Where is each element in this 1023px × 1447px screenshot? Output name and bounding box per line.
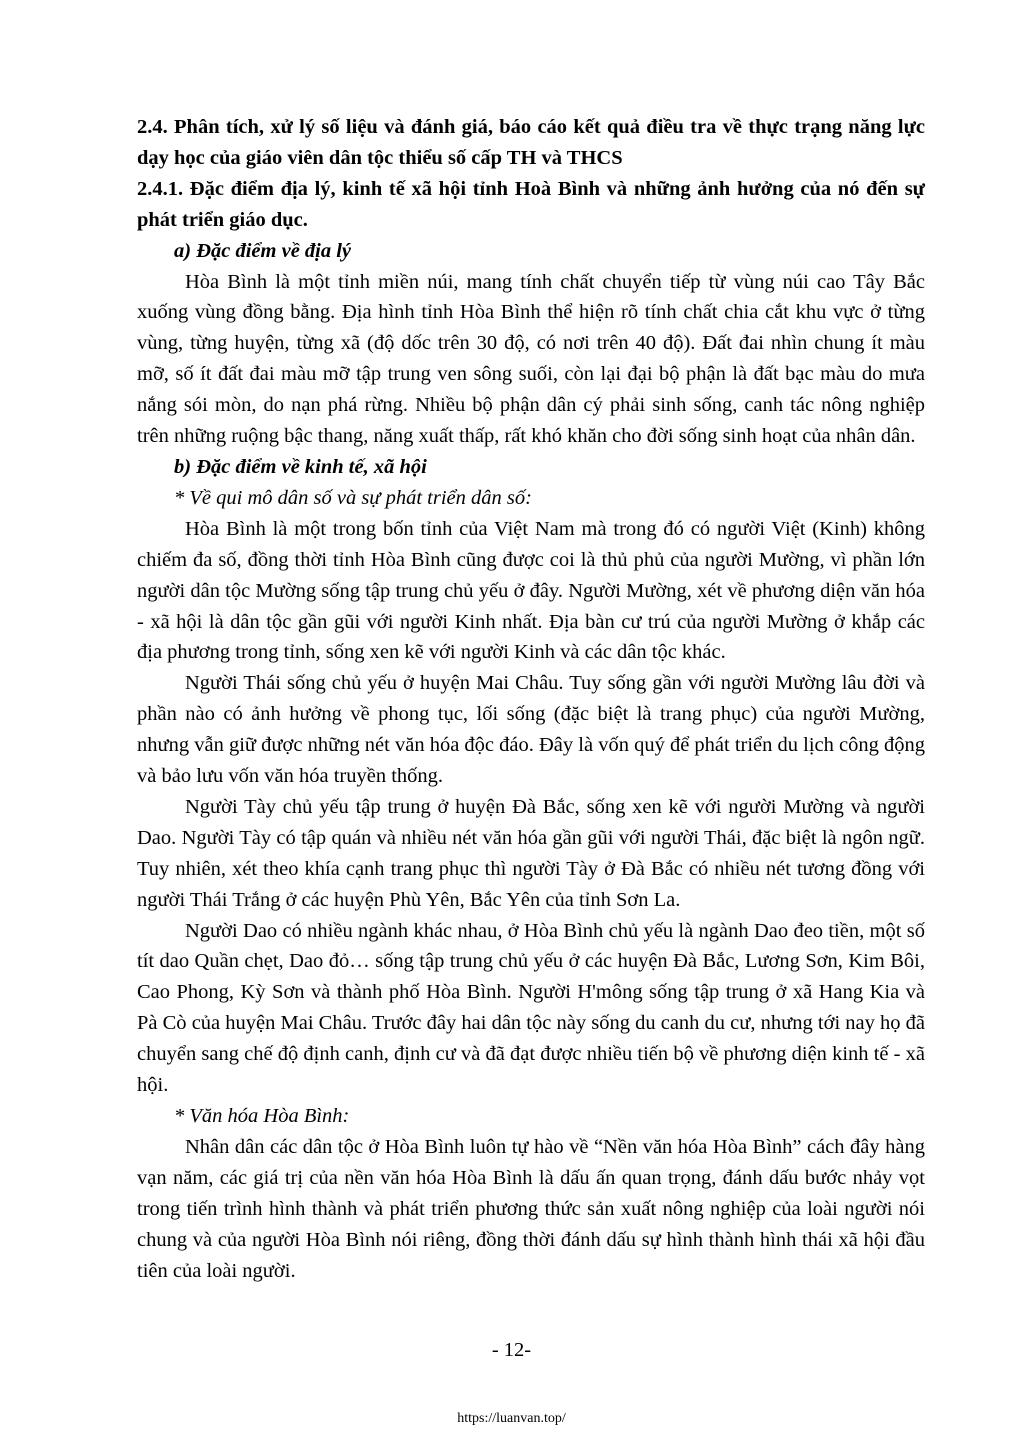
footer-url[interactable]: https://luanvan.top/ xyxy=(457,1411,566,1426)
italic-population-heading: * Về qui mô dân số và sự phát triển dân số: xyxy=(174,486,532,509)
paragraph-thai: Người Thái sống chủ yếu ở huyện Mai Châu. Tuy sống gần với người Mường lâu đời và phần nào có ảnh hưởng về phong tục, lối sống (đặc biệt là trang phục) của người Mường, nhưng vẫn giữ được những nét văn hóa độc đáo. Đây là vốn quý để phát triển du lịch công động và bảo lưu vốn văn hóa truyền thống. xyxy=(137,672,925,788)
paragraph-culture: Nhân dân các dân tộc ở Hòa Bình luôn tự hào về “Nền văn hóa Hòa Bình” cách đây hàng vạn năm, các giá trị của nền văn hóa Hòa Bình là dấu ấn quan trọng, đánh dấu bước nhảy vọt trong tiến trình hình thành và phát triển phương thức sản xuất nông nghiệp của loài người nói chung và của người Hòa Bình nói riêng, đồng thời đánh dấu sự hình thành hình thái xã hội đầu tiên của loài người. xyxy=(137,1135,925,1282)
section-heading: 2.4. Phân tích, xử lý số liệu và đánh giá, báo cáo kết quả điều tra về thực trạng năng lực dạy học của giáo viên dân tộc thiểu số cấp TH và THCS xyxy=(137,116,925,169)
subhead-geography: a) Đặc điểm về địa lý xyxy=(174,239,352,262)
paragraph-tay: Người Tày chủ yếu tập trung ở huyện Đà Bắc, sống xen kẽ với người Mường và người Dao. Người Tày có tập quán và nhiều nét văn hóa gần gũi với người Thái, đặc biệt là ngôn ngữ. Tuy nhiên, xét theo khía cạnh trang phục thì người Tày ở Đà Bắc có nhiều nét tương đồng với người Thái Trắng ở các huyện Phù Yên, Bắc Yên của tỉnh Sơn La. xyxy=(137,795,925,911)
document-body xyxy=(137,112,925,1286)
italic-culture-heading: * Văn hóa Hòa Bình: xyxy=(174,1105,350,1127)
paragraph-dao: Người Dao có nhiều ngành khác nhau, ở Hòa Bình chủ yếu là ngành Dao đeo tiền, một số tít dao Quần chẹt, Dao đỏ… sống tập trung chủ yếu ở các huyện Đà Bắc, Lương Sơn, Kim Bôi, Cao Phong, Kỳ Sơn và thành phố Hòa Bình. Người H'mông sống tập trung ở xã Hang Kia và Pà Cò của huyện Mai Châu. Trước đây hai dân tộc này sống du canh du cư, nhưng tới nay họ đã chuyển sang chế độ định canh, định cư và đã đạt được nhiều tiến bộ về phương diện kinh tế - xã hội. xyxy=(137,919,925,1097)
subsection-heading: 2.4.1. Đặc điểm địa lý, kinh tế xã hội tỉnh Hoà Bình và những ảnh hưởng của nó đến sự phát triển giáo dục. xyxy=(137,177,925,231)
paragraph-geography: Hòa Bình là một tỉnh miền núi, mang tính chất chuyển tiếp từ vùng núi cao Tây Bắc xuống vùng đồng bằng. Địa hình tỉnh Hòa Bình thể hiện rõ tính chất chia cắt khu vực ở từng vùng, từng huyện, từng xã (độ dốc trên 30 độ, có nơi trên 40 độ). Đất đai nhìn chung ít màu mỡ, số ít đất đai màu mỡ tập trung ven sông suối, còn lại đại bộ phận là đất bạc màu do mưa nắng sói mòn, do nạn phá rừng. Nhiều bộ phận dân cý phải sinh sống, canh tác nông nghiệp trên những ruộng bậc thang, năng xuất thấp, rất khó khăn cho đời sống sinh hoạt của nhân dân. xyxy=(137,270,925,448)
paragraph-muong: Hòa Bình là một trong bốn tỉnh của Việt Nam mà trong đó có người Việt (Kinh) không chiếm đa số, đồng thời tỉnh Hòa Bình cũng được coi là thủ phủ của người Mường, vì phần lớn người dân tộc Mường sống tập trung chủ yếu ở đây. Người Mường, xét về phương diện văn hóa - xã hội là dân tộc gần gũi với người Kinh nhất. Địa bàn cư trú của người Mường ở khắp các địa phương trong tỉnh, sống xen kẽ với người Kinh và các dân tộc khác. xyxy=(137,517,925,664)
subhead-economy-society: b) Đặc điểm về kinh tế, xã hội xyxy=(174,455,427,478)
page-number: - 12- xyxy=(491,1339,532,1361)
